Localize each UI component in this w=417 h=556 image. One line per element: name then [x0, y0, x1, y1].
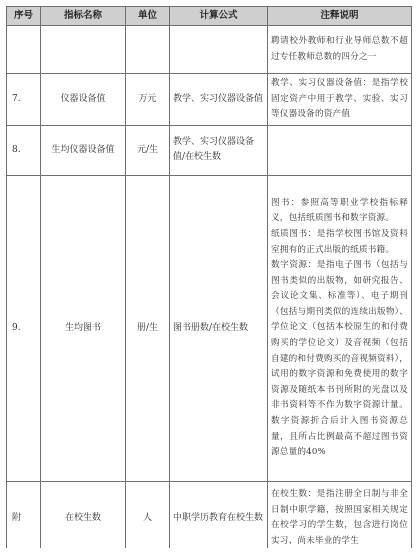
row-formula [170, 26, 268, 74]
row-name: 生均图书 [41, 175, 126, 481]
row-note [268, 74, 412, 126]
table-row [7, 26, 412, 74]
row-unit: 册/生 [126, 175, 170, 481]
row-num [7, 26, 41, 74]
page-bottom-margin [0, 548, 417, 556]
row-name [41, 26, 126, 74]
row-num: 8. [7, 125, 41, 175]
row-name: 仪器设备值 [41, 74, 126, 126]
note-paragraph: 教学、实习仪器设备值：是指学校固定资产中用于教学、实验、实习等仪器设备的资产值 [271, 78, 408, 120]
row-num: 9. [7, 175, 41, 481]
table-row [7, 125, 412, 175]
row-note [268, 125, 412, 175]
row-note [268, 481, 412, 555]
note-paragraph: 图书：参照高等职业学校指标释义，包括纸质图书和数字资源。 [271, 197, 408, 224]
row-unit [126, 26, 170, 74]
row-formula: 中职学历教育在校生数 [170, 481, 268, 555]
row-unit: 万元 [126, 74, 170, 126]
row-formula: 教学、实习仪器设备值 [170, 74, 268, 126]
note-paragraph: 纸质图书：是指学校图书馆及资料室拥有的正式出版的纸质书籍。 [271, 228, 408, 255]
row-num: 附 [7, 481, 41, 555]
row-name: 生均仪器设备值 [41, 125, 126, 175]
note-paragraph: 数字资源：是指电子图书（包括与图书类似的出版物，如研究报告、会议论文集、标准等）、电子期刊（包括与期刊类似的连续出版物）、学位论文（包括本校原生的和付费购买的学位论文）及音视频（包括自建的和付费购买的音视频资料），试用的数字资源和免费使用的数字资源及随纸本书刊所附的光盘以及非书资料等不作为数字资源计量。数字资源折合后计入图书资源总量，且所占比例最高不超过图书资源总量的40% [271, 260, 408, 458]
row-formula: 图书册数/在校生数 [170, 175, 268, 481]
table-row [7, 481, 412, 555]
row-note [268, 175, 412, 481]
note-paragraph: 在校生数：是指注册全日制与非全日制中职学籍，按照国家相关规定在校学习的学生数，包含进行岗位实习、尚未毕业的学生 [271, 489, 408, 546]
row-formula: 教学、实习仪器设备值/在校生数 [170, 125, 268, 175]
row-note [268, 26, 412, 74]
indicator-table [6, 6, 412, 556]
table-row [7, 74, 412, 126]
header-note: 注释说明 [268, 7, 412, 26]
row-num: 7. [7, 74, 41, 126]
note-paragraph: 聘请校外教师和行业导师总数不超过专任教师总数的四分之一 [271, 35, 408, 62]
header-formula: 计算公式 [170, 7, 268, 26]
row-unit: 元/生 [126, 125, 170, 175]
row-name: 在校生数 [41, 481, 126, 555]
header-num: 序号 [7, 7, 41, 26]
table-row [7, 175, 412, 481]
row-unit: 人 [126, 481, 170, 555]
header-name: 指标名称 [41, 7, 126, 26]
table-header-row [7, 7, 412, 26]
header-unit: 单位 [126, 7, 170, 26]
